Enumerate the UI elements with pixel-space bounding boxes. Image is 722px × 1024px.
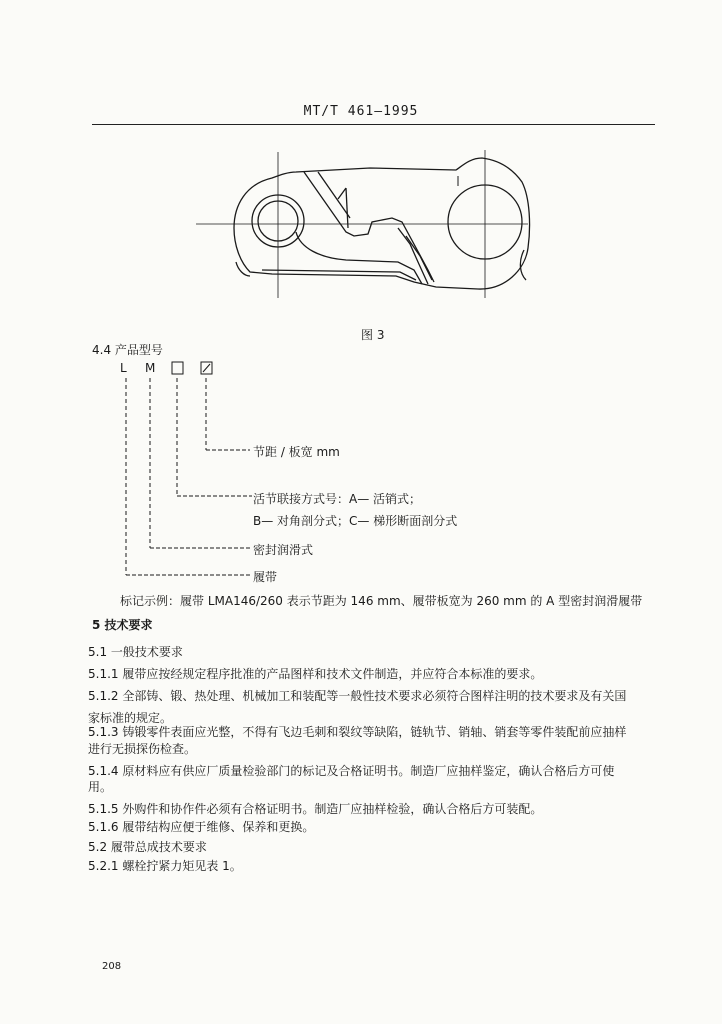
clause-5-1-2: 5.1.2 全部铸、锻、热处理、机械加工和装配等一般性技术要求必须符合图样注明的技术要求及有关国 [88, 689, 627, 703]
clause-5-1-4-cont: 用。 [88, 780, 113, 794]
clause-5-1-2-cont: 家标准的规定。 [88, 711, 173, 725]
figure-caption: 图 3 [361, 328, 385, 342]
label-track: 履带 [253, 570, 278, 584]
page-number: 208 [102, 961, 122, 972]
clause-5-2: 5.2 履带总成技术要求 [88, 840, 207, 854]
joint-code-box [172, 362, 183, 374]
clause-5-2-1: 5.2.1 螺栓拧紧力矩见表 1。 [88, 859, 242, 873]
clause-5-1-1: 5.1.1 履带应按经规定程序批准的产品图样和技术文件制造，并应符合本标准的要求。 [88, 667, 543, 681]
clause-5-1-4: 5.1.4 原材料应有供应厂质量检验部门的标记及合格证明书。制造厂应抽样鉴定，确认合格后方可使 [88, 764, 615, 778]
label-pitch-width: 节距 / 板宽 mm [253, 445, 340, 459]
code-letter-m: M [145, 361, 156, 375]
label-sealed-lubricated: 密封润滑式 [253, 543, 314, 557]
marking-example: 标记示例：履带 LMA146/260 表示节距为 146 mm、履带板宽为 260 mm 的 A 型密封润滑履带 [120, 594, 643, 608]
standard-code-header: MT/T 461—1995 [303, 104, 419, 119]
section-4-4-heading: 4.4 产品型号 [92, 343, 163, 357]
clause-5-1: 5.1 一般技术要求 [88, 645, 183, 659]
label-joint-type-1: 活节联接方式号：A— 活销式； [253, 492, 422, 506]
section-5-heading: 5 技术要求 [92, 618, 153, 632]
code-letter-l: L [120, 361, 127, 375]
clause-5-1-5: 5.1.5 外购件和协作件必须有合格证明书。制造厂应抽样检验，确认合格后方可装配。 [88, 802, 543, 816]
label-joint-type-2: B— 对角剖分式；C— 梯形断面剖分式 [253, 514, 458, 528]
clause-5-1-6: 5.1.6 履带结构应便于维修、保养和更换。 [88, 820, 315, 834]
clause-5-1-3-cont: 进行无损探伤检查。 [88, 742, 197, 756]
clause-5-1-3: 5.1.3 铸锻零件表面应光整，不得有飞边毛刺和裂纹等缺陷，链轨节、销轴、销套等零件装配前应抽样 [88, 725, 627, 739]
